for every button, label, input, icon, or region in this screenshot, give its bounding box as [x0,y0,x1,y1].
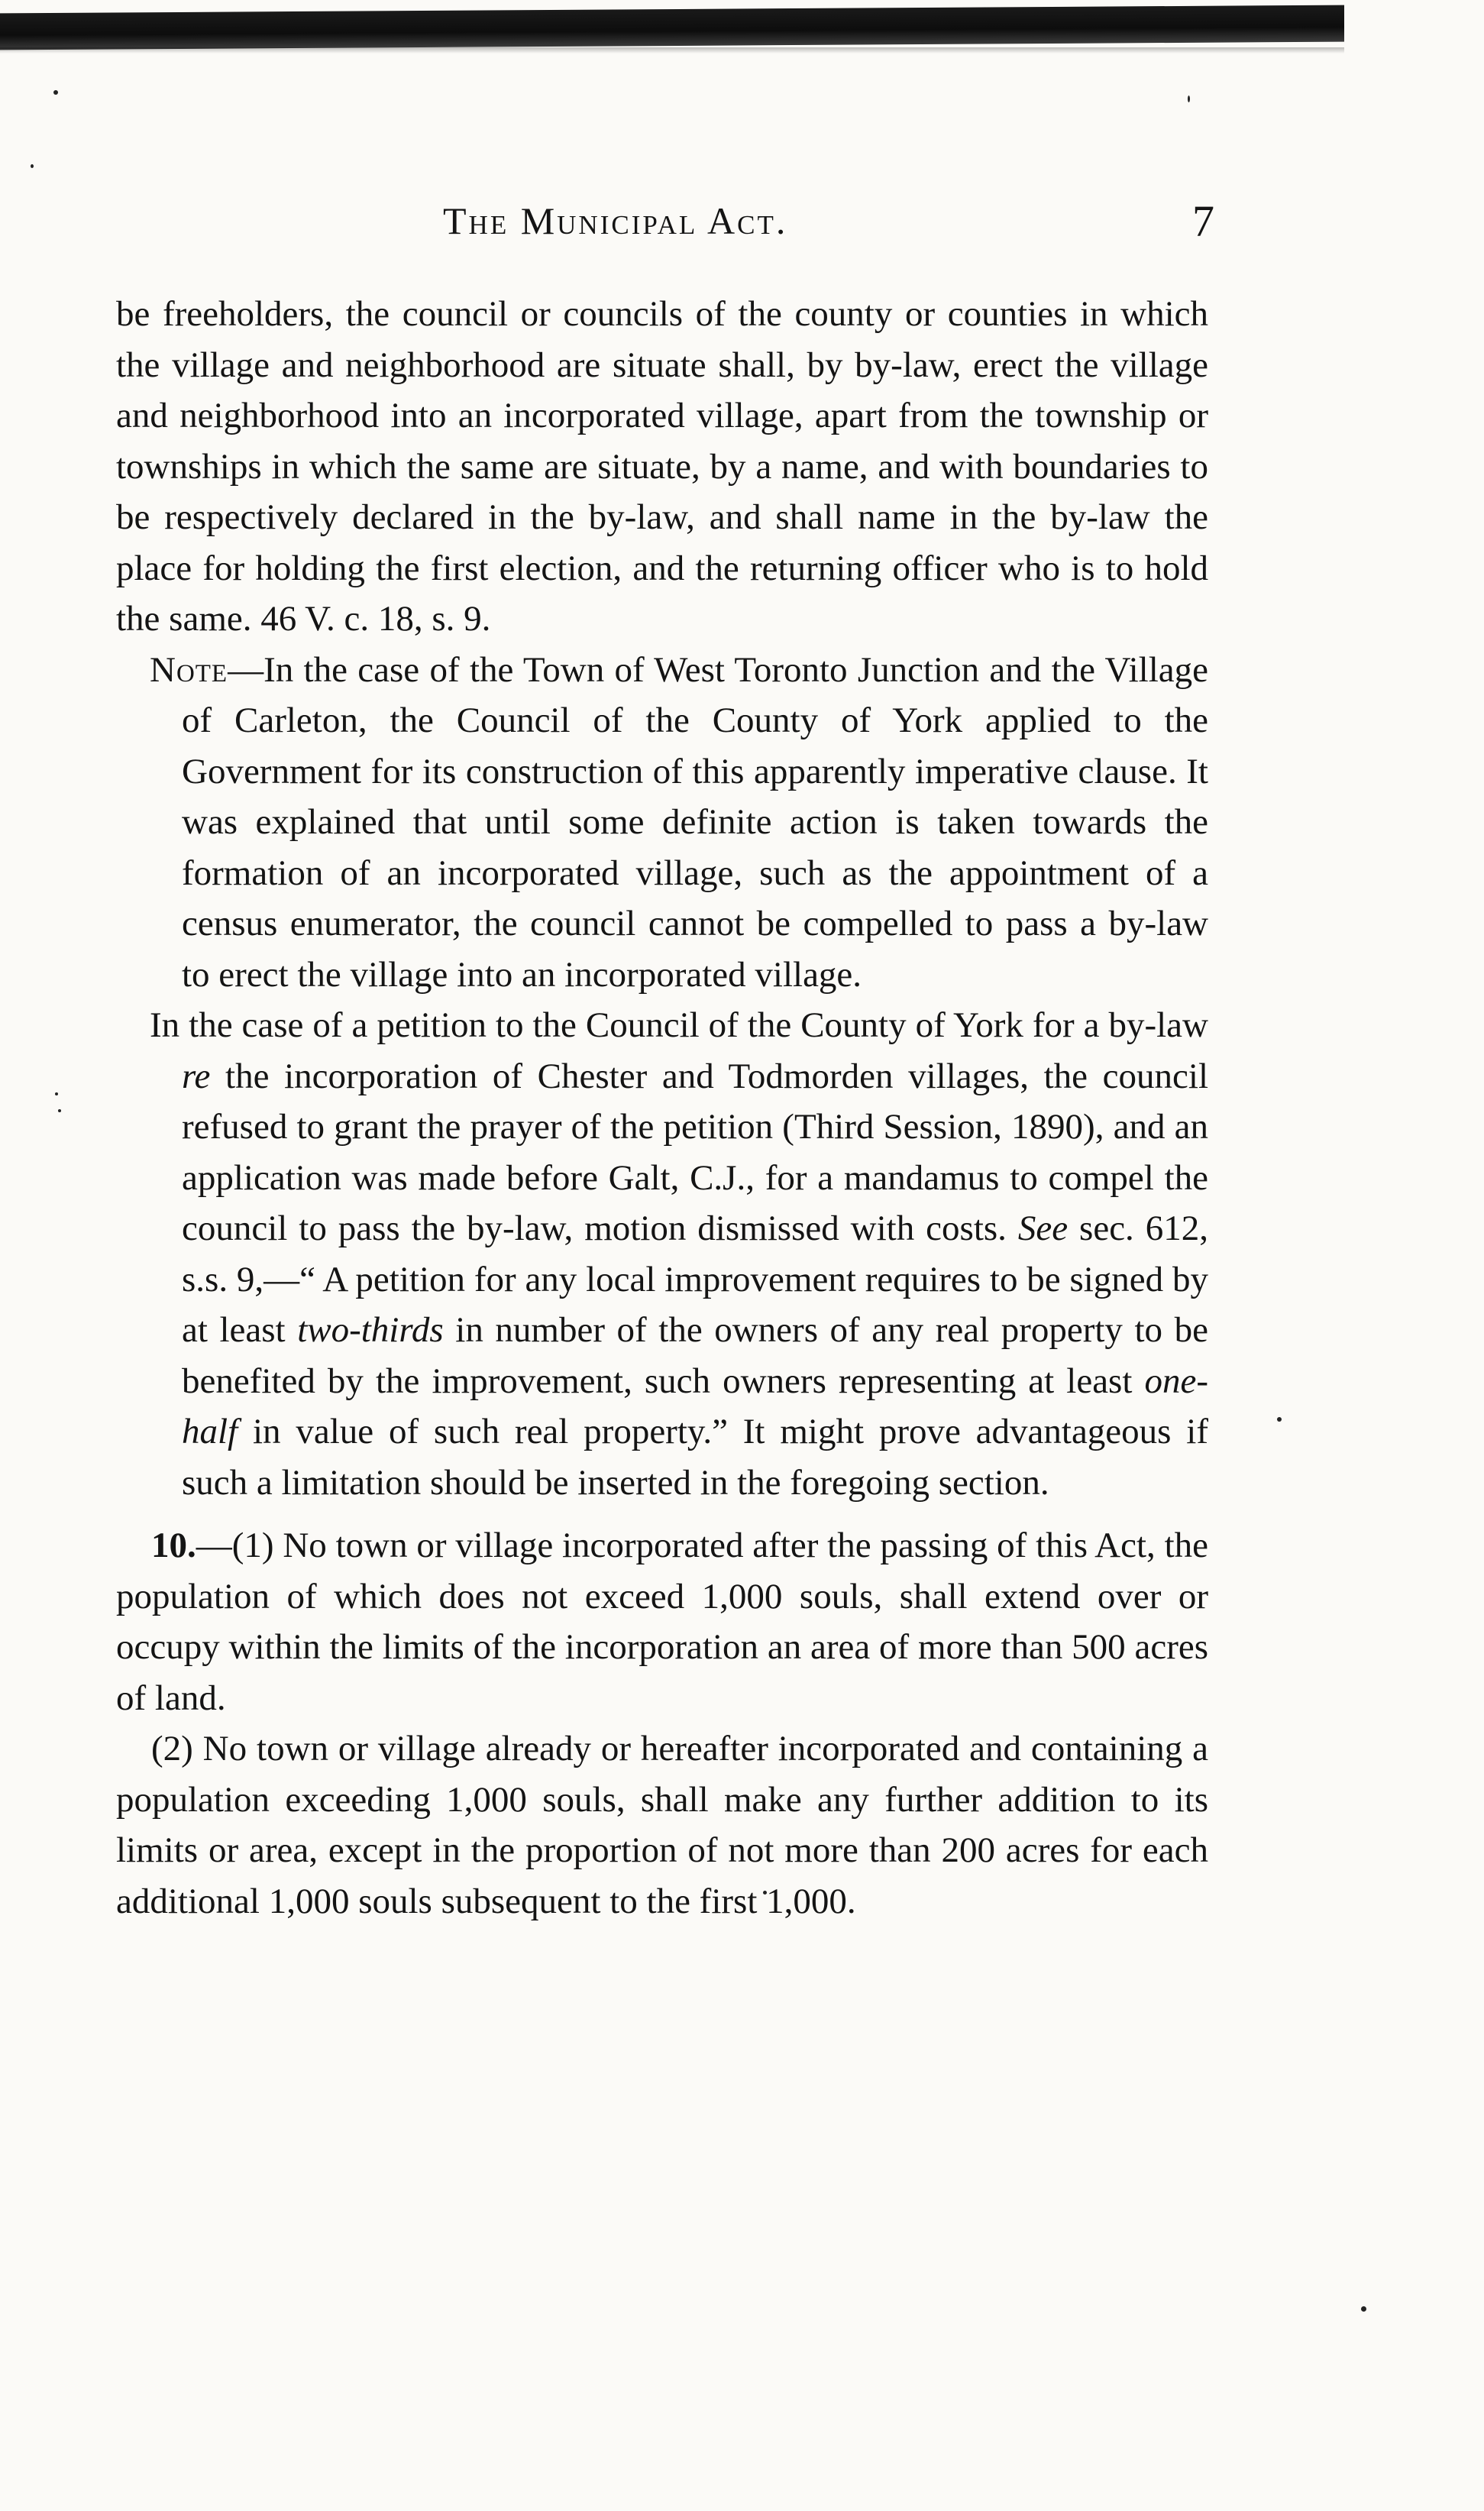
page-header [115,196,1214,252]
note-italic-see: See [1017,1209,1069,1248]
section-10-subsection-2: (2) No town or village already or hereafter incorporated and containing a population exceeding 1,000 souls, shall make any further addition to its limits or area, except in the proportion of not more than 200 acres for each additional 1,000 souls subsequent to the first 1,000. [116,1729,1208,1921]
running-title: The Municipal Act. [443,199,788,242]
scan-speck [55,1092,58,1095]
scan-speck [1361,2306,1366,2312]
scan-speck [58,1109,61,1112]
scan-speck [1188,95,1190,102]
note-paragraph-chester-todmorden [150,1000,1208,1508]
note-paragraph-west-toronto [150,645,1208,1001]
note-text: sec. 612, s.s. 9,—“ A petition for any local improvement requires to be signed by at least [182,1209,1208,1350]
section-number: 10. [151,1526,196,1565]
note-label: Note [150,649,228,690]
note-text: —In the case of the Town of West Toronto Junction and the Village of Carleton, the Council of the County of York applied to the Government for its construction of this apparently imperative clause. It was explained that until some definite action is taken towards the formation of an incorporated village, such as the appointment of a census enumerator, the council cannot be compelled to pass a by-law to erect the village into an incorporated village. [182,649,1208,995]
note-text: in value of such real property.” It might prove advantageous if such a limitation should be inserted in the foregoing section. [182,1412,1208,1503]
page-number: 7 [1192,196,1214,246]
note-italic-one-half: one-half [182,1361,1208,1451]
note-text: the incorporation of Chester and Todmorden villages, the council refused to grant the prayer of the petition (Third Session, 1890), and an application was made before Galt, C.J., for a mandamus to compel the council to pass the by-law, motion dismissed with costs. [182,1056,1208,1248]
note-text: in number of the owners of any real property to be benefited by the improvement, such owners representing at least [182,1310,1208,1401]
section-text: —(1) No town or village incorporated after the passing of this Act, the population of which does not exceed 1,000 souls, shall extend over or occupy within the limits of the incorporation an area of more than 500 acres of land. [116,1526,1208,1718]
note-block [116,645,1208,1509]
scan-speck [1277,1417,1282,1422]
scan-speck [53,90,58,95]
scan-speck [31,164,34,168]
scan-top-edge-bar [0,5,1344,50]
paragraph-continuation: be freeholders, the council or councils of the county or counties in which the village and neighborhood are situate shall, by by-law, erect the village and neighborhood into an incorporated village, apart from the township or townships in which the same are situate, by a name, and with boundaries to be respectively declared in the by-law, and shall name in the by-law the place for holding the first election, and the returning officer who is to hold the same. 46 V. c. 18, s. 9. [116,294,1208,639]
scan-edge-shadow [0,47,1344,53]
page-body [116,289,1208,1927]
section-10-subsection-1 [116,1520,1208,1723]
note-italic-two-thirds: two-thirds [297,1310,444,1350]
note-text: In the case of a petition to the Council of the County of York for a by-law [150,1005,1208,1045]
note-italic-re: re [182,1056,211,1096]
